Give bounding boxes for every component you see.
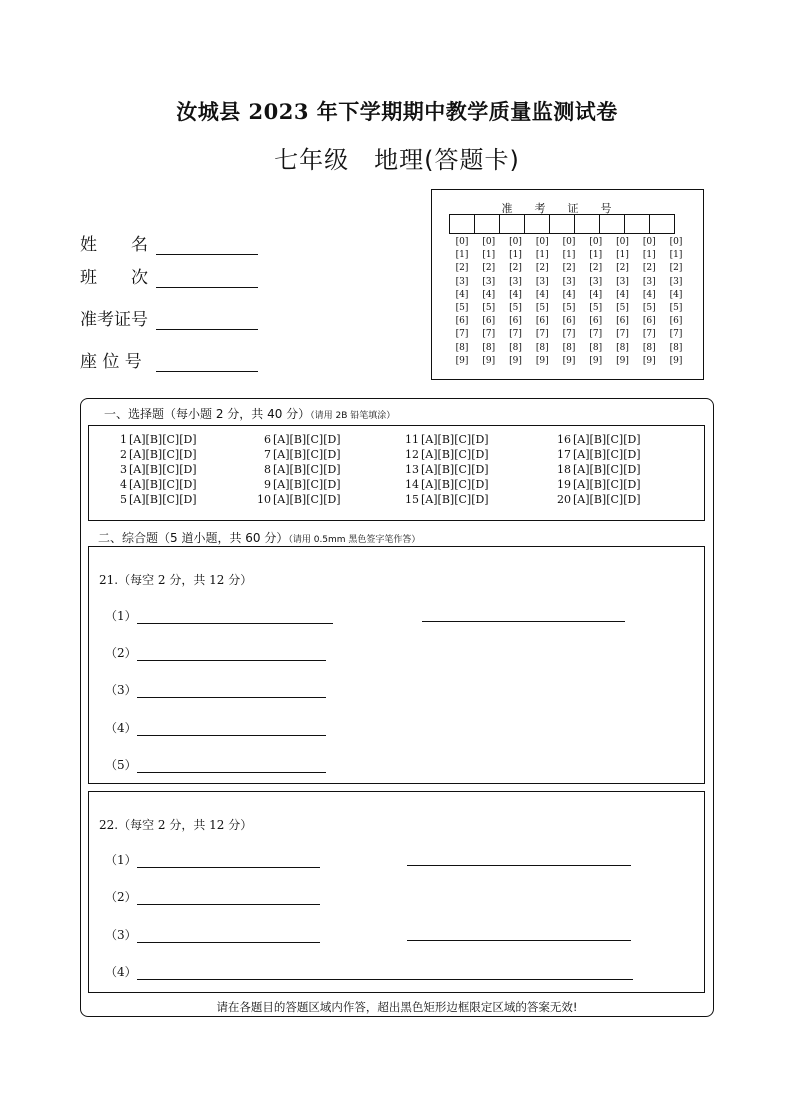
choice-item[interactable] xyxy=(399,432,489,447)
choice-options[interactable]: [A][B][C][D] xyxy=(421,463,489,476)
exam-number-bubble[interactable]: [8] xyxy=(482,342,496,353)
exam-number-bubble[interactable]: [9] xyxy=(669,355,683,366)
exam-number-bubble[interactable]: [9] xyxy=(642,355,656,366)
choice-options[interactable]: [A][B][C][D] xyxy=(273,433,341,446)
exam-id-label: 准考证号 xyxy=(80,310,148,330)
exam-number-digit-cell[interactable] xyxy=(549,214,575,234)
exam-number-bubble[interactable]: [5] xyxy=(642,302,656,313)
exam-number-digit-cell[interactable] xyxy=(474,214,500,234)
q21-box xyxy=(88,546,705,784)
exam-number-row xyxy=(449,328,689,341)
exam-number-row xyxy=(449,342,689,355)
exam-number-bubble[interactable]: [1] xyxy=(509,250,522,261)
choice-item[interactable] xyxy=(551,462,641,477)
exam-number-bubble[interactable]: [2] xyxy=(509,263,522,274)
exam-number-digit-cell[interactable] xyxy=(449,214,475,234)
choice-number: 12 xyxy=(405,448,419,461)
exam-number-bubble[interactable]: [7] xyxy=(535,329,549,340)
exam-number-bubble[interactable]: [4] xyxy=(535,289,549,300)
exam-number-title: 准考证号 xyxy=(501,202,634,215)
q21-blank-4[interactable] xyxy=(105,719,326,736)
exam-number-bubble[interactable]: [3] xyxy=(616,276,629,287)
exam-number-bubble[interactable]: [1] xyxy=(589,250,603,261)
exam-number-bubble[interactable]: [2] xyxy=(669,263,683,274)
exam-number-bubble[interactable]: [3] xyxy=(455,276,469,287)
choice-number: 20 xyxy=(557,493,571,506)
exam-number-bubble[interactable]: [9] xyxy=(616,355,629,366)
choice-options[interactable]: [A][B][C][D] xyxy=(573,433,641,446)
choice-number: 10 xyxy=(257,493,271,506)
seat-label: 座 位 号 xyxy=(80,352,142,372)
exam-number-bubble[interactable]: [1] xyxy=(616,250,629,261)
q22-blank-1b[interactable] xyxy=(407,865,631,866)
choice-number: 7 xyxy=(264,448,271,461)
q22-label-3: （3） xyxy=(105,928,137,942)
exam-number-row xyxy=(449,289,689,302)
exam-number-bubble[interactable]: [8] xyxy=(509,342,522,353)
choice-options[interactable]: [A][B][C][D] xyxy=(273,478,341,491)
choice-number: 4 xyxy=(120,478,127,491)
exam-number-bubble[interactable]: [2] xyxy=(482,263,496,274)
choice-options[interactable]: [A][B][C][D] xyxy=(421,433,489,446)
exam-number-bubble[interactable]: [0] xyxy=(669,237,683,247)
exam-number-bubble[interactable]: [5] xyxy=(509,302,522,313)
exam-number-bubble[interactable]: [1] xyxy=(455,250,469,261)
exam-number-bubble[interactable]: [3] xyxy=(535,276,549,287)
exam-number-bubble[interactable]: [6] xyxy=(669,316,683,327)
exam-number-bubble[interactable]: [3] xyxy=(509,276,522,287)
choice-item[interactable] xyxy=(251,477,341,492)
choice-options[interactable]: [A][B][C][D] xyxy=(573,463,641,476)
q21-label-1: （1） xyxy=(105,609,137,623)
choice-item[interactable] xyxy=(399,477,489,492)
choice-number: 14 xyxy=(405,478,419,491)
choice-number: 9 xyxy=(264,478,271,491)
exam-number-bubble[interactable]: [6] xyxy=(616,316,629,327)
choice-number: 15 xyxy=(405,493,419,506)
class-field[interactable] xyxy=(156,269,258,288)
exam-number-bubble[interactable]: [4] xyxy=(482,289,496,300)
exam-number-bubble[interactable]: [8] xyxy=(455,342,469,353)
choice-options[interactable]: [A][B][C][D] xyxy=(421,493,489,506)
q21-blank-1[interactable] xyxy=(105,607,333,624)
exam-number-bubble[interactable]: [0] xyxy=(535,237,549,247)
q22-blank-3[interactable] xyxy=(105,926,320,943)
exam-number-row xyxy=(449,355,689,368)
q22-blank-1[interactable] xyxy=(105,851,320,868)
exam-number-bubble[interactable]: [1] xyxy=(669,250,683,261)
exam-number-digit-cell[interactable] xyxy=(524,214,550,234)
exam-number-bubble[interactable]: [6] xyxy=(509,316,522,327)
seat-row xyxy=(80,347,258,372)
choice-number: 1 xyxy=(120,433,127,446)
section1-title-text: 一、选择题（每小题 2 分，共 40 分） xyxy=(104,407,311,421)
exam-number-bubble[interactable]: [6] xyxy=(455,316,469,327)
q21-head: 21.（每空 2 分，共 12 分） xyxy=(99,573,253,587)
choice-item[interactable] xyxy=(251,492,341,507)
exam-number-bubble[interactable]: [8] xyxy=(616,342,629,353)
exam-number-bubble[interactable]: [9] xyxy=(509,355,522,366)
exam-number-bubble[interactable]: [5] xyxy=(455,302,469,313)
exam-number-bubble[interactable]: [0] xyxy=(482,237,496,247)
exam-number-cells xyxy=(450,214,675,234)
section1-title xyxy=(104,405,395,422)
exam-number-bubble[interactable]: [7] xyxy=(509,329,522,340)
exam-number-box xyxy=(431,189,704,380)
choice-options[interactable]: [A][B][C][D] xyxy=(421,478,489,491)
exam-number-bubble[interactable]: [6] xyxy=(535,316,549,327)
exam-number-bubble[interactable]: [9] xyxy=(482,355,496,366)
section2-title-text: 二、综合题（5 道小题，共 60 分） xyxy=(98,531,289,545)
choice-item[interactable] xyxy=(107,432,197,447)
choice-column xyxy=(107,432,197,507)
q21-label-5: （5） xyxy=(105,758,137,772)
seat-field[interactable] xyxy=(156,353,258,372)
exam-number-bubble[interactable]: [5] xyxy=(669,302,683,313)
choice-options[interactable]: [A][B][C][D] xyxy=(129,493,197,506)
choice-options[interactable]: [A][B][C][D] xyxy=(273,493,341,506)
exam-number-bubble[interactable]: [8] xyxy=(589,342,603,353)
choice-number: 8 xyxy=(264,463,271,476)
exam-number-bubble[interactable]: [5] xyxy=(535,302,549,313)
section2-title xyxy=(98,529,420,546)
q21-blank-2[interactable] xyxy=(105,644,326,661)
choice-item[interactable] xyxy=(251,462,341,477)
exam-number-digit-cell[interactable] xyxy=(499,214,525,234)
choice-options[interactable]: [A][B][C][D] xyxy=(273,463,341,476)
exam-number-digit-cell[interactable] xyxy=(574,214,600,234)
choice-options[interactable]: [A][B][C][D] xyxy=(129,478,197,491)
exam-number-bubble[interactable]: [4] xyxy=(509,289,522,300)
choice-options[interactable]: [A][B][C][D] xyxy=(273,448,341,461)
choice-item[interactable] xyxy=(107,447,197,462)
exam-number-bubble[interactable]: [4] xyxy=(455,289,469,300)
exam-number-bubble[interactable]: [1] xyxy=(482,250,496,261)
q22-label-1: （1） xyxy=(105,853,137,867)
choice-number: 11 xyxy=(405,433,419,446)
q22-label-4: （4） xyxy=(105,965,137,979)
section2-note: （请用 0.5mm 黑色签字笔作答） xyxy=(288,535,421,545)
exam-number-row xyxy=(449,262,689,275)
choice-item[interactable] xyxy=(107,492,197,507)
exam-number-bubble[interactable]: [9] xyxy=(589,355,603,366)
exam-id-row xyxy=(80,305,258,330)
exam-number-bubble[interactable]: [6] xyxy=(589,316,603,327)
q21-blank-1b[interactable] xyxy=(422,621,625,622)
exam-number-bubble[interactable]: [8] xyxy=(562,342,576,353)
exam-number-digit-cell[interactable] xyxy=(599,214,625,234)
choice-number: 3 xyxy=(120,463,127,476)
exam-number-bubble[interactable]: [0] xyxy=(616,237,629,247)
exam-number-bubble[interactable]: [8] xyxy=(669,342,683,353)
exam-number-bubble[interactable]: [7] xyxy=(589,329,603,340)
exam-number-bubble[interactable]: [2] xyxy=(589,263,603,274)
exam-number-bubble[interactable]: [1] xyxy=(562,250,576,261)
choice-column xyxy=(251,432,341,507)
exam-number-bubble[interactable]: [6] xyxy=(562,316,576,327)
exam-number-bubble[interactable]: [4] xyxy=(616,289,629,300)
name-label: 姓 名 xyxy=(80,235,148,255)
exam-number-bubble[interactable]: [7] xyxy=(669,329,683,340)
choice-item[interactable] xyxy=(251,432,341,447)
exam-number-bubble[interactable]: [7] xyxy=(482,329,496,340)
exam-number-bubble[interactable]: [1] xyxy=(642,250,656,261)
name-row xyxy=(80,230,258,255)
choice-options[interactable]: [A][B][C][D] xyxy=(573,478,641,491)
choice-options[interactable]: [A][B][C][D] xyxy=(129,463,197,476)
choice-item[interactable] xyxy=(107,477,197,492)
exam-number-bubbles xyxy=(449,236,689,368)
exam-number-bubble[interactable]: [9] xyxy=(562,355,576,366)
exam-number-bubble[interactable]: [2] xyxy=(535,263,549,274)
exam-number-bubble[interactable]: [6] xyxy=(482,316,496,327)
exam-number-bubble[interactable]: [7] xyxy=(562,329,576,340)
choice-options[interactable]: [A][B][C][D] xyxy=(573,493,641,506)
exam-number-bubble[interactable]: [3] xyxy=(589,276,603,287)
exam-number-row xyxy=(449,236,689,249)
exam-number-bubble[interactable]: [0] xyxy=(589,237,603,247)
choice-item[interactable] xyxy=(551,477,641,492)
exam-number-bubble[interactable]: [8] xyxy=(642,342,656,353)
exam-number-bubble[interactable]: [3] xyxy=(669,276,683,287)
choice-column xyxy=(399,432,489,507)
exam-number-bubble[interactable]: [4] xyxy=(642,289,656,300)
choice-number: 5 xyxy=(120,493,127,506)
exam-number-bubble[interactable]: [4] xyxy=(589,289,603,300)
q22-box xyxy=(88,791,705,993)
exam-subtitle: 七年级 地理(答题卡) xyxy=(274,146,520,174)
choice-number: 13 xyxy=(405,463,419,476)
exam-id-field[interactable] xyxy=(156,311,258,330)
exam-number-bubble[interactable]: [2] xyxy=(642,263,656,274)
q21-blank-5[interactable] xyxy=(105,756,326,773)
choice-item[interactable] xyxy=(251,447,341,462)
section1-note: （请用 2B 铅笔填涂） xyxy=(310,411,396,421)
exam-number-bubble[interactable]: [2] xyxy=(562,263,576,274)
q22-blank-4[interactable] xyxy=(105,963,633,980)
exam-number-bubble[interactable]: [4] xyxy=(562,289,576,300)
exam-number-bubble[interactable]: [2] xyxy=(616,263,629,274)
exam-number-row xyxy=(449,276,689,289)
choice-number: 2 xyxy=(120,448,127,461)
choice-options[interactable]: [A][B][C][D] xyxy=(129,448,197,461)
exam-number-bubble[interactable]: [8] xyxy=(535,342,549,353)
exam-number-bubble[interactable]: [9] xyxy=(455,355,469,366)
choice-number: 17 xyxy=(557,448,571,461)
exam-number-bubble[interactable]: [1] xyxy=(535,250,549,261)
choice-options[interactable]: [A][B][C][D] xyxy=(573,448,641,461)
exam-number-bubble[interactable]: [6] xyxy=(642,316,656,327)
exam-number-row xyxy=(449,315,689,328)
exam-number-bubble[interactable]: [5] xyxy=(589,302,603,313)
footer-note: 请在各题目的答题区域内作答，超出黑色矩形边框限定区域的答案无效! xyxy=(216,1000,578,1014)
choice-number: 19 xyxy=(557,478,571,491)
exam-number-bubble[interactable]: [5] xyxy=(562,302,576,313)
class-row xyxy=(80,263,258,288)
exam-number-bubble[interactable]: [7] xyxy=(642,329,656,340)
exam-number-bubble[interactable]: [3] xyxy=(562,276,576,287)
exam-number-digit-cell[interactable] xyxy=(649,214,675,234)
exam-number-bubble[interactable]: [5] xyxy=(482,302,496,313)
exam-number-bubble[interactable]: [7] xyxy=(455,329,469,340)
exam-number-bubble[interactable]: [7] xyxy=(616,329,629,340)
choice-number: 6 xyxy=(264,433,271,446)
choice-item[interactable] xyxy=(107,462,197,477)
q21-label-4: （4） xyxy=(105,721,137,735)
exam-title: 汝城县 2023 年下学期期中教学质量监测试卷 xyxy=(176,99,618,124)
exam-number-bubble[interactable]: [3] xyxy=(482,276,496,287)
exam-number-bubble[interactable]: [5] xyxy=(616,302,629,313)
choice-item[interactable] xyxy=(551,492,641,507)
choice-column xyxy=(551,432,641,507)
choice-number: 16 xyxy=(557,433,571,446)
exam-number-bubble[interactable]: [3] xyxy=(642,276,656,287)
exam-number-bubble[interactable]: [4] xyxy=(669,289,683,300)
q22-head: 22.（每空 2 分，共 12 分） xyxy=(99,818,253,832)
choice-options[interactable]: [A][B][C][D] xyxy=(129,433,197,446)
exam-number-bubble[interactable]: [0] xyxy=(455,237,469,247)
choice-item[interactable] xyxy=(399,462,489,477)
exam-number-bubble[interactable]: [0] xyxy=(562,237,576,247)
exam-number-bubble[interactable]: [0] xyxy=(509,237,522,247)
exam-number-digit-cell[interactable] xyxy=(624,214,650,234)
q21-label-2: （2） xyxy=(105,646,137,660)
choice-box xyxy=(88,425,705,521)
exam-number-bubble[interactable]: [0] xyxy=(642,237,656,247)
exam-number-bubble[interactable]: [9] xyxy=(535,355,549,366)
exam-number-bubble[interactable]: [2] xyxy=(455,263,469,274)
q21-label-3: （3） xyxy=(105,683,137,697)
q21-blank-3[interactable] xyxy=(105,681,326,698)
choice-options[interactable]: [A][B][C][D] xyxy=(421,448,489,461)
q22-label-2: （2） xyxy=(105,890,137,904)
exam-number-row xyxy=(449,249,689,262)
exam-number-row xyxy=(449,302,689,315)
choice-number: 18 xyxy=(557,463,571,476)
q22-blank-2[interactable] xyxy=(105,888,320,905)
choice-item[interactable] xyxy=(551,432,641,447)
class-label: 班 次 xyxy=(80,268,148,288)
choice-item[interactable] xyxy=(399,447,489,462)
q22-blank-3b[interactable] xyxy=(407,940,631,941)
choice-item[interactable] xyxy=(551,447,641,462)
choice-item[interactable] xyxy=(399,492,489,507)
name-field[interactable] xyxy=(156,236,258,255)
